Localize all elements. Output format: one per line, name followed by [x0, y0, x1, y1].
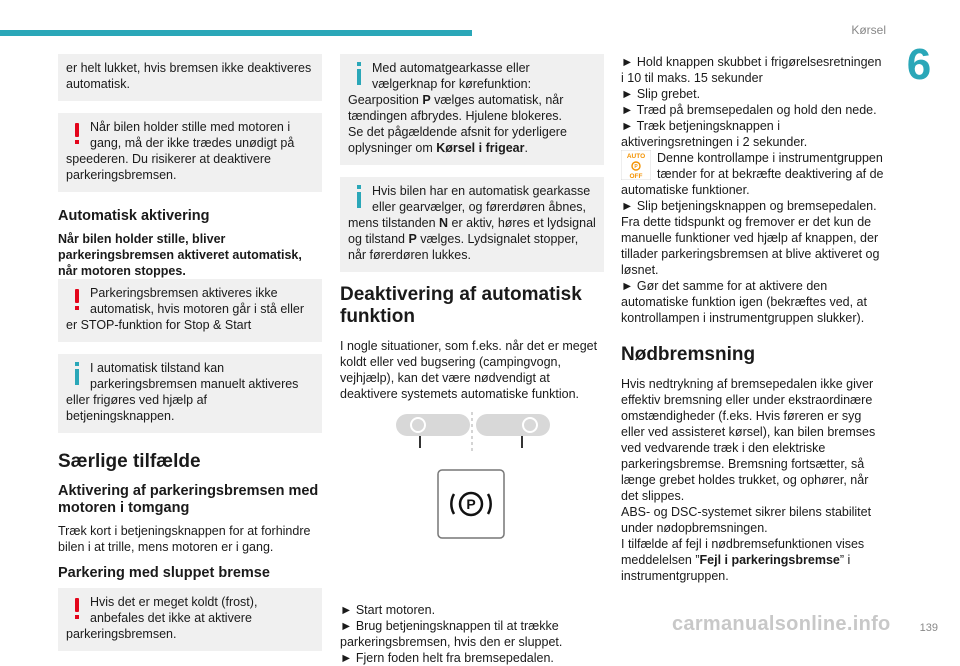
- warning-box: [58, 588, 322, 651]
- svg-text:P: P: [634, 164, 638, 170]
- info-text: Med automatgearkasse eller vælgerknap for kørefunktion: Gearposition P vælges automatisk, når tændingen afbrydes. Hjulene blokeres. Se det pågældende afsnit for yderligere oplysninger om Kørsel i frigear.: [348, 61, 567, 155]
- parking-brake-button-icon: [438, 470, 504, 538]
- column-2: [340, 54, 604, 666]
- step: ► Træk betjeningsknappen i aktiveringsretningen i 2 sekunder.: [621, 119, 808, 149]
- svg-text:AUTO: AUTO: [626, 153, 646, 160]
- warning-box: [58, 113, 322, 192]
- warning-text: Parkeringsbremsen aktiveres ikke automatisk, hvis motoren går i stå eller er STOP-funktion for Stop & Start: [66, 286, 304, 332]
- svg-text:P: P: [466, 496, 476, 512]
- step: ► Gør det samme for at aktivere den automatiske funktion igen (bekræftes ved, at kontrollampen i instrumentgruppen slukker).: [621, 279, 867, 325]
- page-number: 139: [919, 622, 938, 634]
- info-icon: [66, 360, 88, 388]
- note-text: er helt lukket, hvis bremsen ikke deaktiveres automatisk.: [66, 61, 312, 91]
- idle-text: Træk kort i betjeningsknappen for at forhindre bilen i at trille, mens motoren er i gang.: [58, 524, 311, 554]
- auto-off-lamp-icon: [621, 150, 651, 180]
- section-title: Kørsel: [851, 23, 886, 37]
- heading-idle: Aktivering af parkeringsbremsen med motoren i tomgang: [58, 483, 319, 516]
- indicator-lamp-row: [621, 150, 887, 198]
- heading-released: Parkering med sluppet bremse: [58, 565, 270, 581]
- chapter-marker: [900, 38, 938, 92]
- column-3: [621, 54, 887, 584]
- info-text: I automatisk tilstand kan parkeringsbremsen manuelt aktiveres eller frigøres ved hjælp af betjeningsknappen.: [66, 361, 299, 423]
- warning-icon: [66, 119, 88, 147]
- steering-switch-illustration: [340, 402, 604, 602]
- info-box: [58, 354, 322, 433]
- deactivation-text: I nogle situationer, som f.eks. når det er meget koldt eller ved bugsering (campingvogn, vejhjælp), kan det være nødvendigt at deaktivere systemets automatiske funktion.: [340, 339, 598, 401]
- step: ► Hold knappen skubbet i frigørelsesretningen i 10 til maks. 15 sekunder: [621, 55, 882, 85]
- info-icon: [348, 183, 370, 211]
- emergency-text-abs: ABS- og DSC-systemet sikrer bilens stabilitet under nødopbremsningen.: [621, 505, 872, 535]
- svg-text:OFF: OFF: [629, 173, 643, 180]
- step: ► Start motoren.: [340, 603, 436, 617]
- step: ► Fjern foden helt fra bremsepedalen.: [340, 651, 554, 665]
- steering-wheel-icon-left: [396, 414, 470, 448]
- warning-text: Hvis det er meget koldt (frost), anbefales det ikke at aktivere parkeringsbremsen.: [66, 595, 258, 641]
- info-icon: [348, 60, 370, 88]
- heading-deactivation: Deaktivering af automatisk funktion: [340, 284, 582, 327]
- emergency-text: Hvis nedtrykning af bremsepedalen ikke giver effektiv bremsning eller under ekstraordinære omstændigheder (f.eks. Hvis føreren er syg eller ved assisteret kørsel), kan bilen bremses ved vedvarende træk i den elektriske parkeringsbremse. Bremsning fortsætter, så længe grebet holdes trukket, og ophører, når det slippes.: [621, 377, 876, 503]
- heading-emergency-braking: Nødbremsning: [621, 344, 756, 365]
- step: ► Brug betjeningsknappen til at trække parkeringsbremsen, hvis den er sluppet.: [340, 619, 563, 649]
- control-illustration: [340, 402, 604, 602]
- step: ► Slip grebet.: [621, 87, 701, 101]
- note-box: [58, 54, 322, 101]
- warning-box: [58, 279, 322, 342]
- step: ► Træd på bremsepedalen og hold den nede.: [621, 103, 877, 117]
- watermark: carmanualsonline.info: [672, 613, 891, 635]
- info-box: [340, 54, 604, 165]
- warning-icon: [66, 594, 88, 622]
- auto-activation-text: Når bilen holder stille, bliver parkeringsbremsen aktiveret automatisk, når motoren stoppes.: [58, 232, 302, 278]
- step: ► Slip betjeningsknappen og bremsepedalen.: [621, 199, 877, 213]
- header-accent-bar: [0, 30, 472, 36]
- heading-auto-activation: Automatisk aktivering: [58, 208, 210, 224]
- warning-text: Når bilen holder stille med motoren i gang, må der ikke trædes unødigt på speederen. Du risikerer at deaktivere parkeringsbremsen.: [66, 120, 295, 182]
- info-text: Hvis bilen har en automatisk gearkasse eller gearvælger, og førerdøren åbnes, mens tilstanden N er aktiv, høres et lydsignal og tilstand P vælges. Lydsignalet stopper, når førerdøren lukkes.: [348, 184, 596, 262]
- heading-special-cases: Særlige tilfælde: [58, 451, 201, 472]
- lamp-text: Denne kontrollampe i instrumentgruppen tænder for at bekræfte deaktivering af de automatiske funktioner.: [621, 151, 884, 197]
- step: Fra dette tidspunkt og fremover er det kun de manuelle funktioner ved hjælp af knappen, der tillader parkeringsbremsen at blive aktiveret og løsnet.: [621, 215, 880, 277]
- info-box: [340, 177, 604, 272]
- emergency-text-fault: I tilfælde af fejl i nødbremsefunktionen vises meddelelsen ”Fejl i parkeringsbremse” i instrumentgruppen.: [621, 537, 865, 583]
- column-1: [58, 54, 322, 663]
- warning-icon: [66, 285, 88, 313]
- steering-wheel-icon-right: [476, 414, 550, 448]
- chapter-number: 6: [906, 40, 932, 89]
